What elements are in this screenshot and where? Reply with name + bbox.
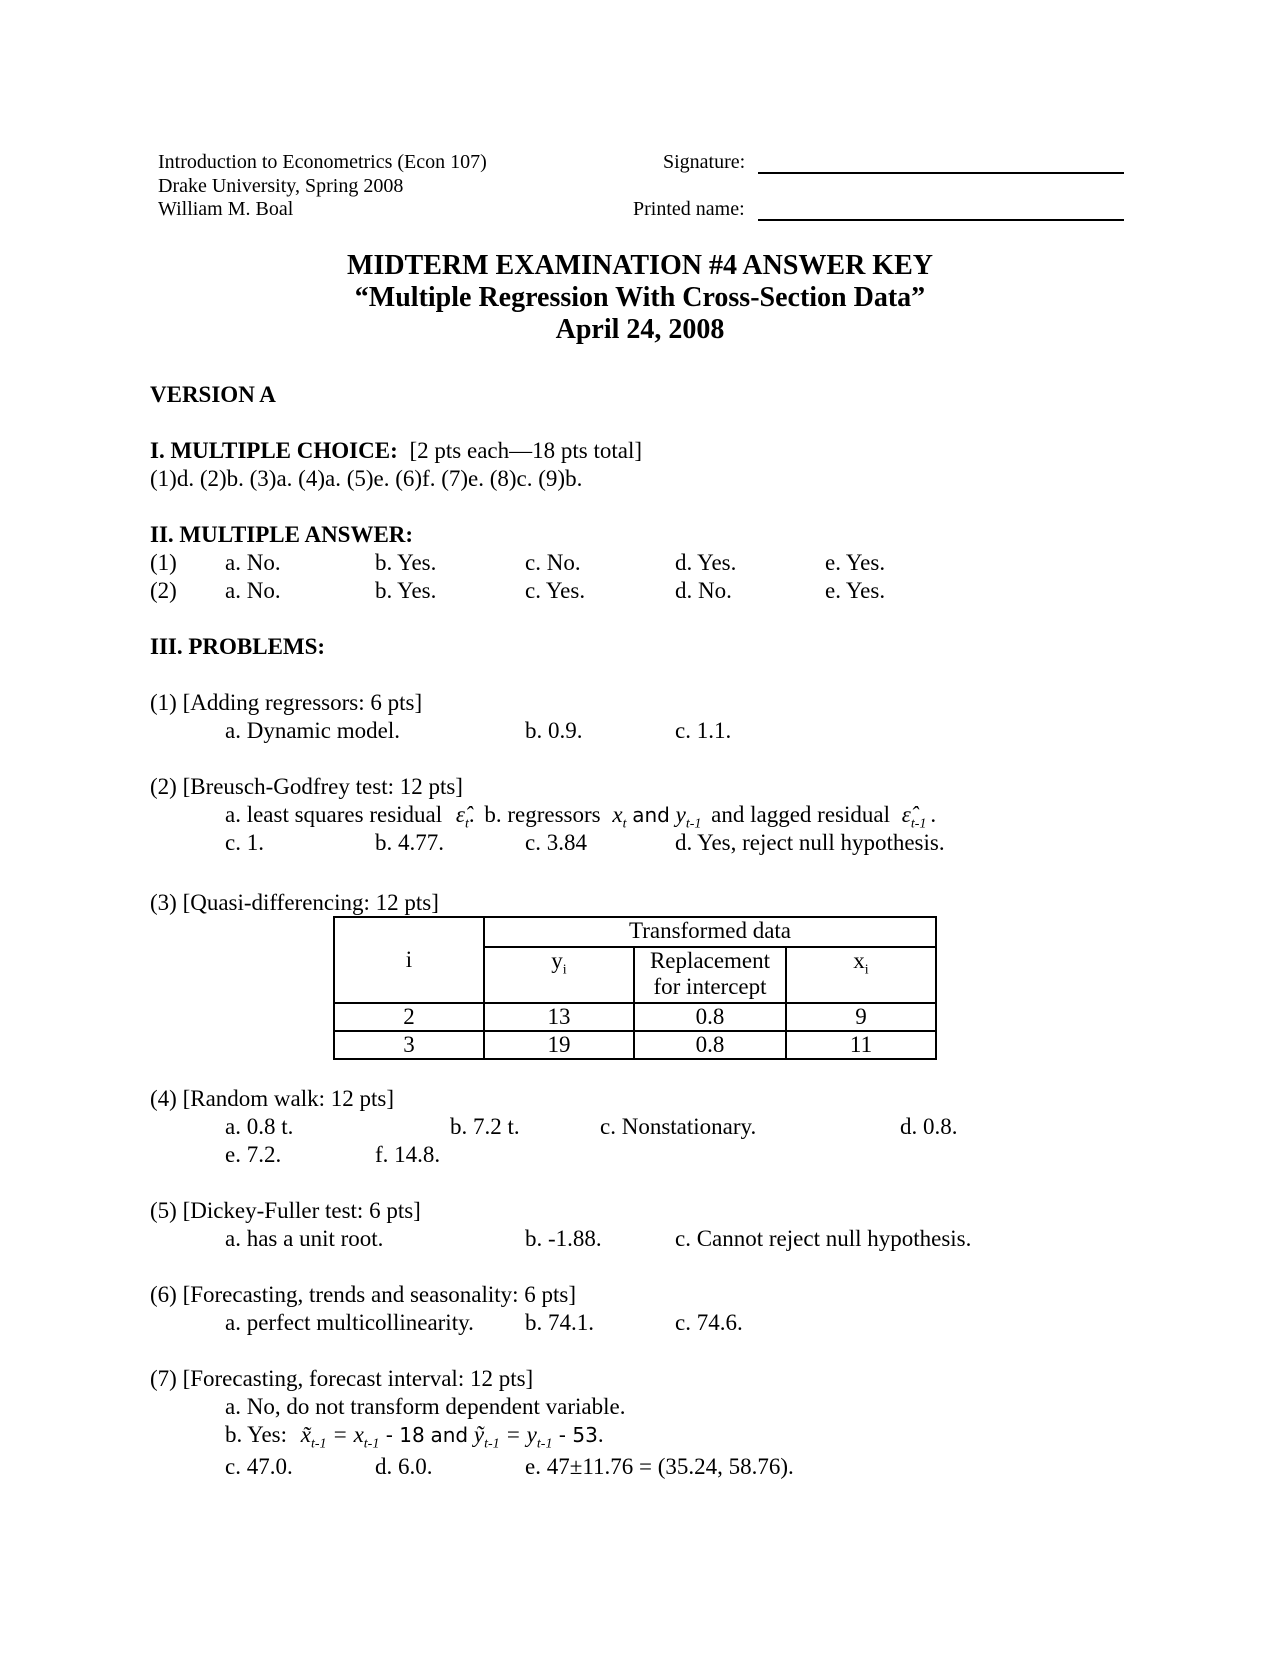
problem-3-title: (3) [Quasi-differencing: 12 pts] <box>150 890 439 915</box>
epsilon-hat: ε̂ <box>901 802 911 827</box>
period: . <box>468 802 475 827</box>
mc-heading: I. MULTIPLE CHOICE: <box>150 438 398 463</box>
ma-answer: c. Yes. <box>525 578 586 603</box>
problem-4-answer: e. 7.2. <box>225 1142 282 1167</box>
university: Drake University, Spring 2008 <box>158 175 404 197</box>
ma-answer: a. No. <box>225 578 281 603</box>
exam-title: MIDTERM EXAMINATION #4 ANSWER KEY <box>347 250 933 281</box>
problem-6-answer: b. 74.1. <box>525 1310 594 1335</box>
problem-4-answer: c. Nonstationary. <box>600 1114 757 1139</box>
problem-5-answer: c. Cannot reject null hypothesis. <box>675 1226 972 1251</box>
problem-2-answer: c. 3.84 <box>525 830 587 855</box>
problem-7-answer: b. Yes: <box>225 1422 288 1447</box>
subscript: t <box>464 816 469 832</box>
version-label: VERSION A <box>150 382 276 407</box>
problem-7-title: (7) [Forecasting, forecast interval: 12 pts] <box>150 1366 534 1391</box>
ma-answer: c. No. <box>525 550 581 575</box>
problem-4-answer: f. 14.8. <box>375 1142 441 1167</box>
math-var: x <box>612 802 623 827</box>
signature-line <box>758 172 1124 174</box>
ma-answer: d. No. <box>675 578 732 603</box>
col-header-y <box>484 947 634 1003</box>
signature-label: Signature: <box>663 151 746 173</box>
subscript: t-1 <box>484 1436 500 1452</box>
math-var: ỹ <box>473 1422 485 1447</box>
problem-2-answer: and lagged residual <box>711 802 890 827</box>
ma-answer: e. Yes. <box>825 550 886 575</box>
problem-4-answer: d. 0.8. <box>900 1114 958 1139</box>
table-cell: 0.8 <box>634 1003 786 1031</box>
table-cell: 2 <box>334 1003 484 1031</box>
subscript: t-1 <box>536 1436 553 1452</box>
printed-name-line <box>758 219 1124 221</box>
table-cell <box>334 917 484 947</box>
problem-7-answer: c. 47.0. <box>225 1454 293 1479</box>
problems-heading: III. PROBLEMS: <box>150 634 326 659</box>
col-header-replacement <box>634 947 786 1003</box>
subscript: t-1 <box>310 1436 327 1452</box>
problem-4-title: (4) [Random walk: 12 pts] <box>150 1086 395 1111</box>
problem-2-answer: b. regressors <box>484 802 601 827</box>
col-header-x <box>786 947 936 1003</box>
problem-7-answer: a. No, do not transform dependent variable. <box>225 1394 626 1419</box>
col-header-i: i <box>334 947 484 1003</box>
table-row <box>334 1003 936 1031</box>
subscript: t-1 <box>685 816 702 832</box>
mc-section <box>150 437 642 465</box>
table-header-row <box>334 947 936 1003</box>
problem-5-title: (5) [Dickey-Fuller test: 6 pts] <box>150 1198 421 1223</box>
transformed-data-table <box>333 916 937 1060</box>
problem-1-title: (1) [Adding regressors: 6 pts] <box>150 690 423 715</box>
problem-1-answer: b. 0.9. <box>525 718 583 743</box>
problem-4-answer: b. 7.2 t. <box>450 1114 520 1139</box>
table-row <box>334 1031 936 1059</box>
problem-5-answer: a. has a unit root. <box>225 1226 384 1251</box>
ma-row-num: (2) <box>150 578 177 603</box>
col-header-line: Replacement <box>649 948 771 973</box>
problem-6-title: (6) [Forecasting, trends and seasonality: 6 pts] <box>150 1282 577 1307</box>
table-cell: 11 <box>786 1031 936 1059</box>
ma-answer: b. Yes. <box>375 578 437 603</box>
problem-6-answer: c. 74.6. <box>675 1310 743 1335</box>
period: . <box>930 802 937 827</box>
epsilon-hat: ε̂ <box>455 802 465 827</box>
problem-2-answer: a. least squares residual <box>225 802 443 827</box>
math-expr: = x <box>332 1422 364 1447</box>
math-expr: - 53 <box>552 1423 598 1447</box>
col-header-x-label: x <box>853 948 865 973</box>
table-cell: 19 <box>484 1031 634 1059</box>
math-var: x̃ <box>300 1422 311 1447</box>
problem-2-title: (2) [Breusch-Godfrey test: 12 pts] <box>150 774 463 799</box>
table-cell: 13 <box>484 1003 634 1031</box>
col-header-y-label: y <box>551 948 563 973</box>
math-expr: - 18 <box>379 1423 425 1447</box>
subscript: i <box>562 962 567 978</box>
problem-2-answer: c. 1. <box>225 830 264 855</box>
problem-1-answer: c. 1.1. <box>675 718 732 743</box>
problem-2-answer: d. Yes, reject null hypothesis. <box>675 830 945 855</box>
col-header-line: for intercept <box>653 974 767 999</box>
exam-date: April 24, 2008 <box>555 314 725 345</box>
subscript: i <box>864 962 869 978</box>
subscript: t-1 <box>363 1436 380 1452</box>
ma-answer: d. Yes. <box>675 550 737 575</box>
table-header-row <box>334 917 936 947</box>
problem-7-answer: d. 6.0. <box>375 1454 433 1479</box>
ma-answer: b. Yes. <box>375 550 437 575</box>
table-cell: 3 <box>334 1031 484 1059</box>
course-name: Introduction to Econometrics (Econ 107) <box>158 151 487 173</box>
ma-answer: e. Yes. <box>825 578 886 603</box>
math-var: y <box>675 802 686 827</box>
math-and: and <box>430 1423 469 1447</box>
instructor: William M. Boal <box>158 198 294 220</box>
subscript: t-1 <box>910 816 927 832</box>
math-and: and <box>632 803 670 827</box>
math-expr: = y <box>505 1422 537 1447</box>
problem-1-answer: a. Dynamic model. <box>225 718 401 743</box>
period: . <box>597 1422 604 1447</box>
ma-heading: II. MULTIPLE ANSWER: <box>150 522 414 547</box>
exam-subtitle: “Multiple Regression With Cross-Section Data” <box>354 282 926 313</box>
problem-6-answer: a. perfect multicollinearity. <box>225 1310 474 1335</box>
problem-5-answer: b. -1.88. <box>525 1226 602 1251</box>
printed-name-label: Printed name: <box>633 198 745 220</box>
mc-answers: (1)d. (2)b. (3)a. (4)a. (5)e. (6)f. (7)e. (8)c. (9)b. <box>150 466 583 491</box>
ma-answer: a. No. <box>225 550 281 575</box>
problem-4-answer: a. 0.8 t. <box>225 1114 294 1139</box>
table-cell: 9 <box>786 1003 936 1031</box>
ma-row-num: (1) <box>150 550 177 575</box>
problem-7-answer: e. 47±11.76 = (35.24, 58.76). <box>525 1454 794 1479</box>
subscript: t <box>622 816 627 832</box>
problem-2-answer: b. 4.77. <box>375 830 444 855</box>
table-group-header: Transformed data <box>484 917 936 947</box>
mc-points: [2 pts each—18 pts total] <box>409 438 642 463</box>
table-cell: 0.8 <box>634 1031 786 1059</box>
